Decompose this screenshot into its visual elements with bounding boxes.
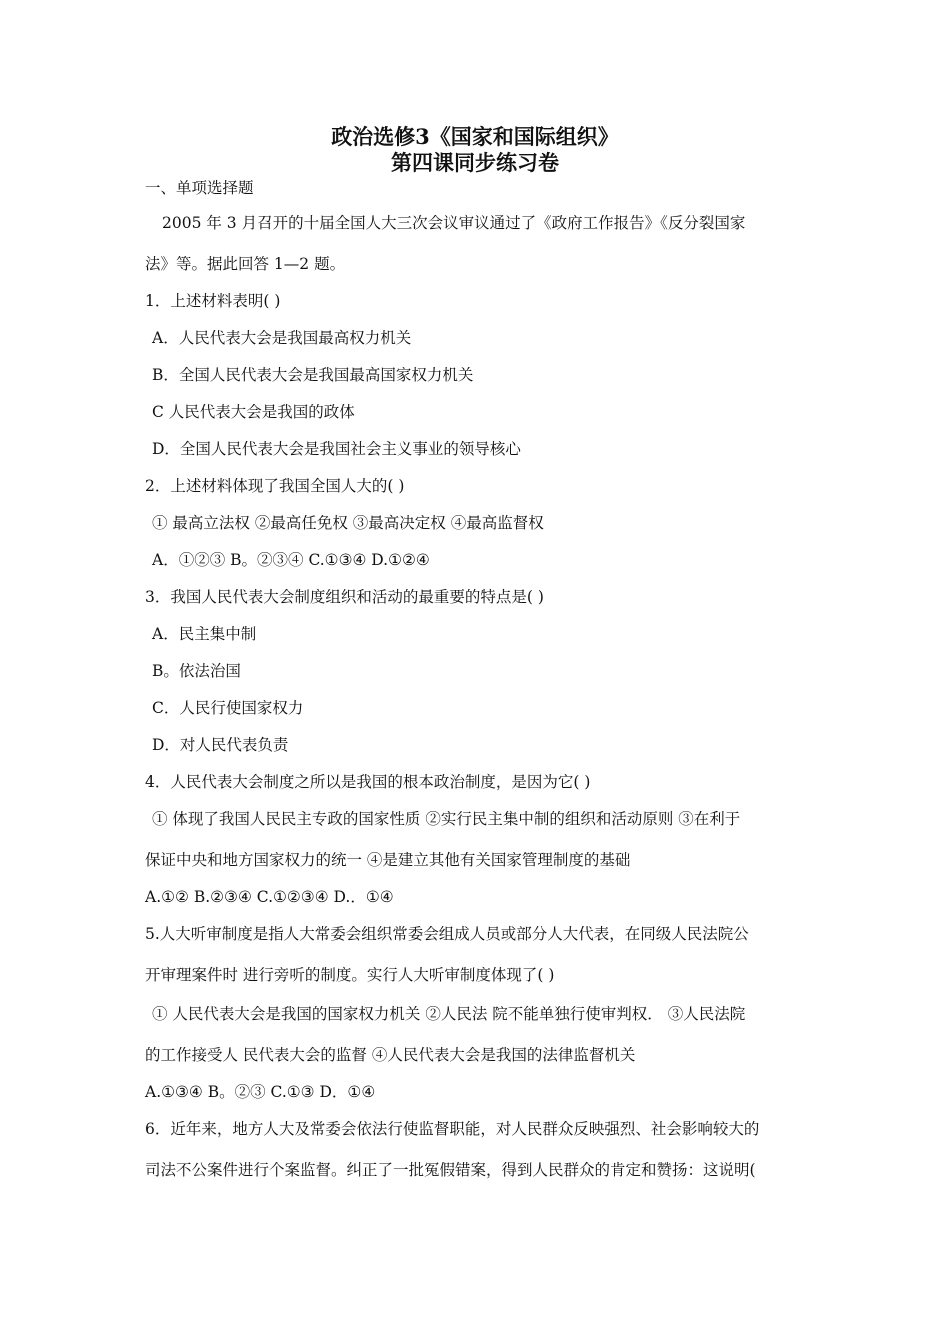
question-6-stem-line-1: 6．近年来，地方人大及常委会依法行使监督职能，对人民群众反映强烈、社会影响较大的 xyxy=(145,1120,760,1138)
question-4-options: A.①② B.②③④ C.①②③④ D.．①④ xyxy=(145,888,394,906)
question-3-option-b: B。依法治国 xyxy=(152,662,241,680)
document-subtitle: 第四课同步练习卷 xyxy=(391,150,559,175)
question-2-statements: ① 最高立法权 ②最高任免权 ③最高决定权 ④最高监督权 xyxy=(152,514,544,532)
question-1-option-c: C 人民代表大会是我国的政体 xyxy=(152,403,355,421)
question-2-options: A．①②③ B。②③④ C.①③④ D.①②④ xyxy=(152,551,430,569)
question-5-statements-line-1: ① 人民代表大会是我国的国家权力机关 ②人民法 院不能单独行使审判权． ③人民法院 xyxy=(152,1005,746,1023)
section-heading: 一、单项选择题 xyxy=(145,179,254,197)
question-3-option-c: C．人民行使国家权力 xyxy=(152,699,304,717)
question-1-option-b: B．全国人民代表大会是我国最高国家权力机关 xyxy=(152,366,474,384)
question-5-stem-line-2: 开审理案件时 进行旁听的制度。实行人大听审制度体现了( ) xyxy=(145,966,555,984)
question-3-option-a: A．民主集中制 xyxy=(152,625,257,643)
question-1-option-a: A．人民代表大会是我国最高权力机关 xyxy=(152,329,412,347)
question-1-stem: 1．上述材料表明( ) xyxy=(145,292,281,310)
question-5-options: A.①③④ B。②③ C.①③ D．①④ xyxy=(145,1083,376,1101)
question-3-stem: 3．我国人民代表大会制度组织和活动的最重要的特点是( ) xyxy=(145,588,544,606)
document-title: 政治选修3《国家和国际组织》 xyxy=(331,124,619,149)
question-2-stem: 2．上述材料体现了我国全国人大的( ) xyxy=(145,477,405,495)
question-6-stem-line-2: 司法不公案件进行个案监督。纠正了一批冤假错案，得到人民群众的肯定和赞扬：这说明( xyxy=(145,1161,756,1179)
intro-line-1: 2005 年 3 月召开的十届全国人大三次会议审议通过了《政府工作报告》《反分裂国家 xyxy=(162,214,746,232)
question-4-statements-line-2: 保证中央和地方国家权力的统一 ④是建立其他有关国家管理制度的基础 xyxy=(145,851,631,869)
question-3-option-d: D．对人民代表负责 xyxy=(152,736,289,754)
question-4-statements-line-1: ① 体现了我国人民民主专政的国家性质 ②实行民主集中制的组织和活动原则 ③在利于 xyxy=(152,810,741,828)
question-5-stem-line-1: 5.人大听审制度是指人大常委会组织常委会组成人员或部分人大代表，在同级人民法院公 xyxy=(145,925,749,943)
question-1-option-d: D．全国人民代表大会是我国社会主义事业的领导核心 xyxy=(152,440,521,458)
intro-line-2: 法》等。据此回答 1—2 题。 xyxy=(145,255,346,273)
question-4-stem: 4．人民代表大会制度之所以是我国的根本政治制度，是因为它( ) xyxy=(145,773,591,791)
question-5-statements-line-2: 的工作接受人 民代表大会的监督 ④人民代表大会是我国的法律监督机关 xyxy=(145,1046,636,1064)
